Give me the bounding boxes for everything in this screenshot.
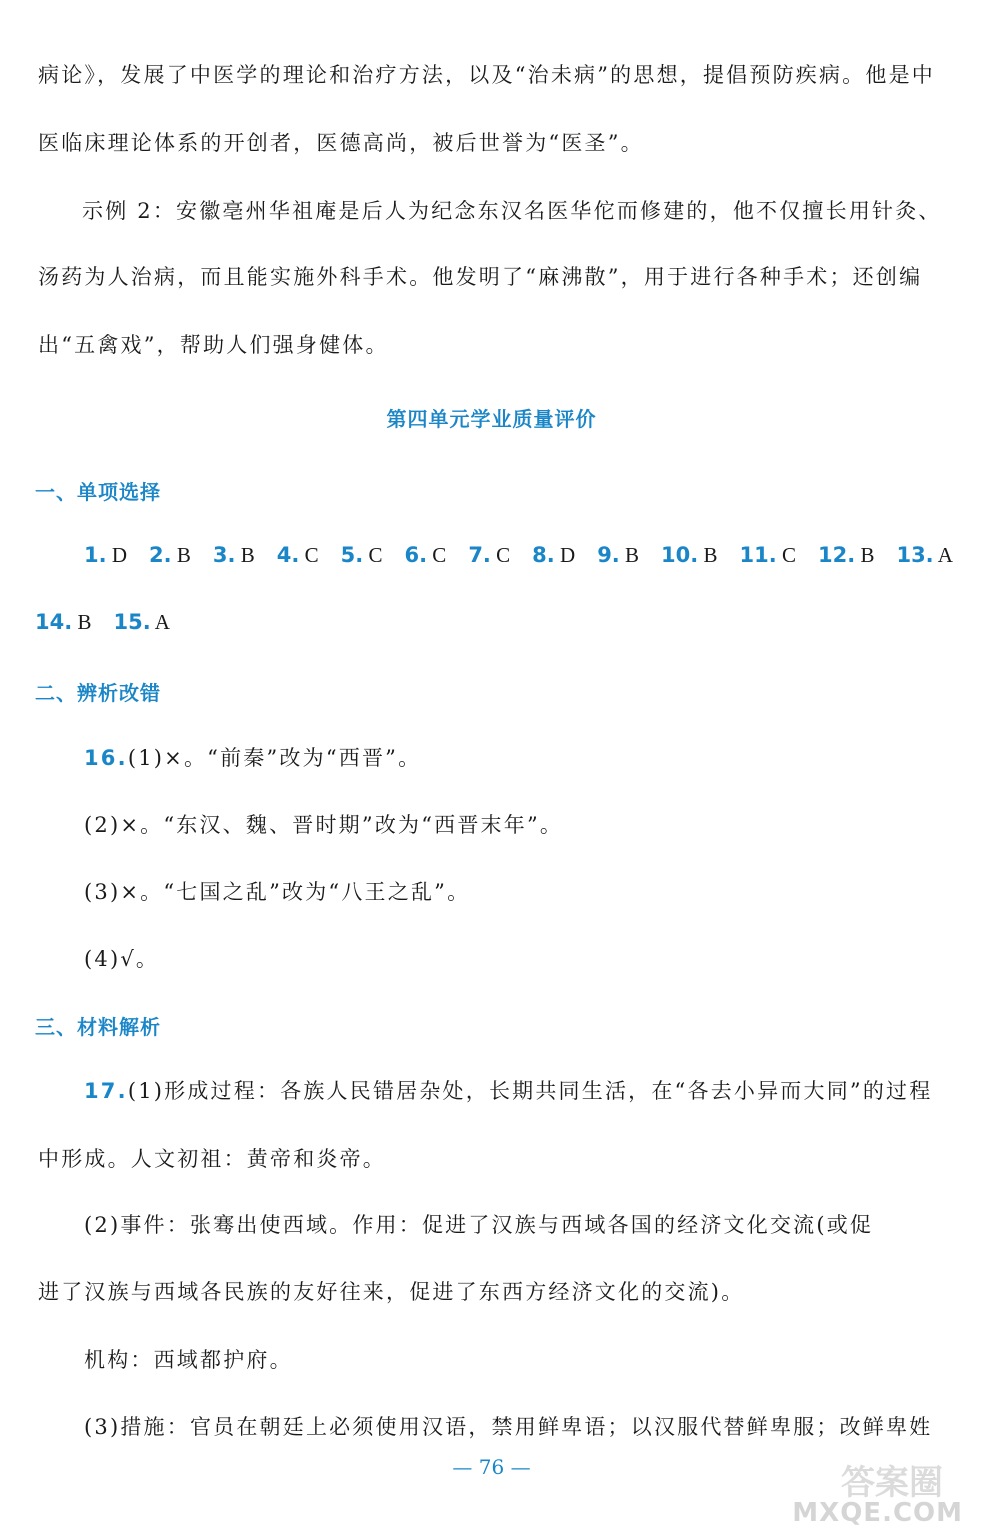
watermark-logo-text: 答案圈 bbox=[841, 1463, 943, 1503]
answer-letter: B bbox=[171, 543, 191, 567]
paragraph-line: 出“五禽戏”，帮助人们强身健体。 bbox=[38, 333, 389, 357]
question-number: 1. bbox=[84, 543, 107, 567]
paragraph-line: 示例 2：安徽亳州华祖庵是后人为纪念东汉名医华佗而修建的，他不仅擅长用针灸、 bbox=[82, 199, 942, 223]
choice-answer bbox=[532, 543, 575, 568]
answer-row bbox=[35, 610, 192, 635]
choice-answer bbox=[113, 610, 169, 635]
question-number: 11. bbox=[739, 543, 777, 567]
answer-letter: B bbox=[72, 610, 92, 634]
choice-answer bbox=[597, 543, 639, 568]
answer-16-1 bbox=[84, 743, 421, 773]
question-number: 6. bbox=[404, 543, 428, 567]
answer-17-2-org: 机构：西域都护府。 bbox=[84, 1348, 293, 1372]
choice-answer bbox=[341, 543, 383, 568]
answer-letter: D bbox=[554, 543, 576, 567]
paragraph-line: 病论》，发展了中医学的理论和治疗方法，以及“治未病”的思想，提倡预防疾病。他是中 bbox=[38, 63, 935, 87]
page-number: — 76 — bbox=[452, 1455, 531, 1479]
answer-17-2-cont: 进了汉族与西域各民族的友好往来，促进了东西方经济文化的交流)。 bbox=[38, 1280, 745, 1304]
choice-answer bbox=[149, 543, 191, 568]
answer-text: (1)×。“前秦”改为“西晋”。 bbox=[127, 746, 422, 770]
question-number: 10. bbox=[661, 543, 699, 567]
question-number: 3. bbox=[212, 543, 236, 567]
answer-letter: A bbox=[933, 543, 953, 567]
answer-letter: D bbox=[106, 543, 128, 567]
answer-letter: B bbox=[698, 543, 718, 567]
choice-answer bbox=[740, 543, 796, 568]
choice-answer bbox=[818, 543, 874, 568]
question-number: 15. bbox=[113, 610, 151, 634]
question-number: 5. bbox=[340, 543, 364, 567]
question-number: 16. bbox=[84, 746, 128, 770]
answer-17-2: (2)事件：张骞出使西域。作用：促进了汉族与西域各国的经济文化交流(或促 bbox=[84, 1213, 874, 1237]
watermark-site-text: MXQE.COM bbox=[792, 1498, 963, 1528]
choice-answer bbox=[277, 543, 319, 568]
answer-17-1 bbox=[84, 1076, 932, 1106]
paragraph-line: 医临床理论体系的开创者，医德高尚，被后世誉为“医圣”。 bbox=[38, 131, 644, 155]
answer-letter: B bbox=[619, 543, 640, 567]
unit-title: 第四单元学业质量评价 bbox=[386, 407, 597, 431]
choice-answer bbox=[35, 610, 91, 635]
choice-answer bbox=[404, 543, 446, 568]
watermark-logo bbox=[792, 1455, 963, 1530]
question-number: 14. bbox=[35, 610, 73, 634]
answer-16-4: (4)√。 bbox=[84, 947, 160, 971]
answer-17-3: (3)措施：官员在朝廷上必须使用汉语，禁用鲜卑语；以汉服代替鲜卑服；改鲜卑姓 bbox=[84, 1415, 933, 1439]
choice-answer bbox=[468, 543, 510, 568]
question-number: 8. bbox=[532, 543, 555, 567]
paragraph-line: 汤药为人治病，而且能实施外科手术。他发明了“麻沸散”，用于进行各种手术；还创编 bbox=[38, 265, 923, 289]
answer-letter: B bbox=[855, 543, 875, 567]
answer-letter: C bbox=[490, 543, 511, 567]
answer-letter: A bbox=[150, 610, 170, 634]
question-number: 4. bbox=[276, 543, 300, 567]
choice-answer bbox=[213, 543, 255, 568]
question-number: 7. bbox=[468, 543, 491, 567]
answer-text: (1)形成过程：各族人民错居杂处，长期共同生活，在“各去小异而大同”的过程 bbox=[127, 1079, 933, 1103]
choice-answer bbox=[661, 543, 717, 568]
answer-16-2: (2)×。“东汉、魏、晋时期”改为“西晋末年”。 bbox=[84, 813, 564, 837]
answer-row bbox=[84, 543, 975, 568]
choice-answer bbox=[84, 543, 127, 568]
answer-letter: B bbox=[235, 543, 255, 567]
answer-letter: C bbox=[299, 543, 319, 567]
section-heading-material-analysis: 三、材料解析 bbox=[35, 1015, 161, 1039]
answer-letter: C bbox=[776, 543, 796, 567]
question-number: 13. bbox=[896, 543, 934, 567]
section-heading-single-choice: 一、单项选择 bbox=[35, 480, 161, 504]
answer-17-1-cont: 中形成。人文初祖：黄帝和炎帝。 bbox=[38, 1147, 386, 1171]
answer-16-3: (3)×。“七国之乱”改为“八王之乱”。 bbox=[84, 880, 471, 904]
choice-answer bbox=[896, 543, 952, 568]
section-heading-error-correction: 二、辨析改错 bbox=[35, 681, 161, 705]
question-number: 12. bbox=[817, 543, 856, 567]
question-number: 9. bbox=[597, 543, 620, 567]
question-number: 2. bbox=[149, 543, 172, 567]
answer-letter: C bbox=[427, 543, 447, 567]
question-number: 17. bbox=[84, 1079, 128, 1103]
answer-letter: C bbox=[363, 543, 383, 567]
